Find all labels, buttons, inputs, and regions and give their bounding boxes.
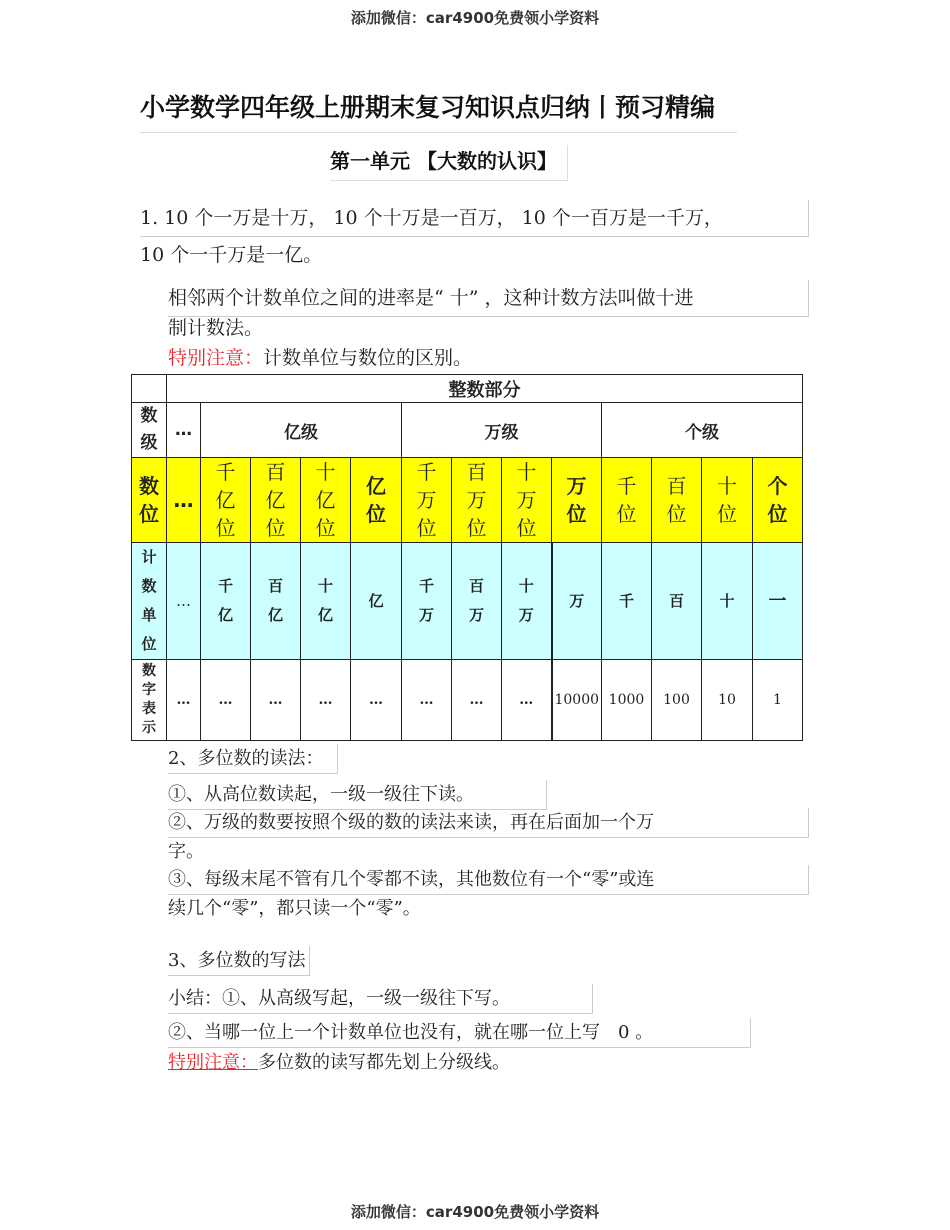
unit-cell: 一 — [753, 543, 803, 660]
digit-row — [132, 660, 803, 741]
digit-cell: … — [452, 660, 502, 741]
section2-item3a: ③、每级末尾不管有几个零都不读，其他数位有一个“零”或连 — [168, 865, 809, 895]
digit-cell: … — [301, 660, 351, 741]
stacked-char: 万 — [518, 606, 534, 624]
stacked-char: 亿 — [265, 488, 286, 512]
section1-note — [168, 340, 472, 376]
stacked-char: 级 — [140, 433, 158, 453]
stacked-char: 万 — [418, 606, 434, 624]
stacked-char: 十 — [516, 460, 537, 484]
stacked-char: 千 — [416, 460, 437, 484]
digit-cell: … — [402, 660, 452, 741]
unit-cell — [452, 543, 502, 660]
unit-row — [132, 543, 803, 660]
stacked-char: 十 — [317, 577, 333, 595]
row-label-unit — [132, 543, 167, 660]
page-title: 小学数学四年级上册期末复习知识点归纳丨预习精编 — [140, 88, 737, 133]
stacked-char: 十 — [717, 474, 737, 498]
ellipsis-cell: … — [167, 543, 201, 660]
row-label-level — [132, 403, 167, 458]
section1-line4: 制计数法。 — [168, 317, 264, 339]
table-header-row — [132, 375, 803, 403]
level-wan: 万级 — [402, 403, 602, 458]
stacked-char: 十 — [518, 577, 534, 595]
place-cell — [402, 458, 452, 543]
place-cell — [502, 458, 552, 543]
section3-heading: 3、多位数的写法 — [168, 946, 310, 976]
watermark-top: 添加微信：car4900免费领小学资料 — [350, 9, 600, 27]
unit-cell: 十 — [702, 543, 753, 660]
stacked-char: 百 — [666, 474, 687, 498]
stacked-char: 个 — [767, 474, 788, 498]
row-label-place — [132, 458, 167, 543]
section2-item3b: 续几个“零”，都只读一个“零”。 — [168, 898, 421, 919]
stacked-char: 亿 — [317, 606, 333, 624]
stacked-char: 数 — [142, 663, 156, 679]
stacked-char: 亿 — [315, 488, 336, 512]
place-cell — [452, 458, 502, 543]
digit-cell: … — [502, 660, 552, 741]
stacked-char: 表 — [142, 701, 156, 717]
unit-cell: 亿 — [351, 543, 402, 660]
place-cell — [552, 458, 602, 543]
unit-cell — [402, 543, 452, 660]
note-text: 计数单位与数位的区别。 — [263, 347, 473, 369]
ellipsis-cell: … — [167, 660, 201, 741]
digit-cell: 1 — [753, 660, 803, 741]
section3-item2: ②、当哪一位上一个计数单位也没有，就在哪一位上写 0 。 — [168, 1018, 751, 1048]
watermark-bottom: 添加微信：car4900免费领小学资料 — [350, 1203, 600, 1221]
unit-cell: 百 — [652, 543, 702, 660]
stacked-char: 计 — [141, 548, 157, 566]
level-ge: 个级 — [602, 403, 803, 458]
ellipsis-cell: … — [167, 458, 201, 543]
stacked-char: 百 — [466, 460, 487, 484]
place-cell — [351, 458, 402, 543]
stacked-char: 位 — [666, 502, 687, 526]
place-cell — [201, 458, 251, 543]
stacked-char: 位 — [717, 502, 737, 526]
section3-item1: 小结：①、从高级写起，一级一级往下写。 — [168, 984, 593, 1014]
stacked-char: 亿 — [267, 606, 283, 624]
stacked-char: 数 — [141, 577, 157, 595]
note-text: 多位数的读写都先划上分级线。 — [258, 1052, 510, 1073]
note-label: 特别注意： — [168, 1052, 258, 1073]
section2-heading: 2、多位数的读法： — [168, 744, 338, 774]
unit-cell — [502, 543, 552, 660]
section1-line3: 相邻两个计数单位之间的进率是“ 十” ，这种计数方法叫做十进 — [168, 280, 809, 317]
stacked-char: 万 — [468, 606, 484, 624]
place-row — [132, 458, 803, 543]
section1-line2: 10 个一千万是一亿。 — [140, 244, 323, 266]
stacked-char: 百 — [468, 577, 484, 595]
digit-cell: 100 — [652, 660, 702, 741]
stacked-char: 万 — [416, 488, 437, 512]
section2-item2a: ②、万级的数要按照个级的数的读法来读，再在后面加一个万 — [168, 808, 809, 838]
stacked-char: 位 — [616, 502, 637, 526]
digit-cell: 10 — [702, 660, 753, 741]
digit-cell: … — [351, 660, 402, 741]
stacked-char: 亿 — [366, 474, 386, 498]
section2-item1: ①、从高位数读起，一级一级往下读。 — [168, 780, 547, 810]
stacked-char: 亿 — [217, 606, 233, 624]
place-cell — [753, 458, 803, 543]
place-value-table — [131, 374, 803, 741]
stacked-char: 百 — [265, 460, 286, 484]
stacked-char: 千 — [217, 577, 233, 595]
stacked-char: 位 — [366, 502, 386, 526]
unit-cell: 千 — [602, 543, 652, 660]
stacked-char: 十 — [315, 460, 336, 484]
stacked-char: 位 — [516, 516, 537, 540]
stacked-char: 千 — [616, 474, 637, 498]
stacked-char: 万 — [566, 474, 587, 498]
stacked-char: 位 — [315, 516, 336, 540]
section1-line1: 1. 10 个一万是十万， 10 个十万是一百万， 10 个一百万是一千万， — [140, 200, 809, 237]
stacked-char: 数 — [140, 406, 158, 426]
stacked-char: 位 — [215, 516, 236, 540]
ellipsis-cell: … — [167, 403, 201, 458]
stacked-char: 位 — [566, 502, 587, 526]
row-label-digit — [132, 660, 167, 741]
table-header: 整数部分 — [167, 375, 803, 403]
stacked-char: 百 — [267, 577, 283, 595]
stacked-char: 位 — [139, 502, 159, 526]
note-label: 特别注意： — [168, 347, 264, 369]
digit-cell: 10000 — [552, 660, 602, 741]
stacked-char: 万 — [466, 488, 487, 512]
stacked-char: 单 — [141, 606, 157, 624]
stacked-char: 亿 — [215, 488, 236, 512]
stacked-char: 位 — [466, 516, 487, 540]
stacked-char: 位 — [141, 635, 157, 653]
unit-cell — [201, 543, 251, 660]
stacked-char: 位 — [767, 502, 788, 526]
place-cell — [301, 458, 351, 543]
unit-cell — [301, 543, 351, 660]
digit-cell: … — [201, 660, 251, 741]
stacked-char: 位 — [265, 516, 286, 540]
stacked-char: 示 — [142, 720, 156, 736]
stacked-char: 千 — [418, 577, 434, 595]
stacked-char: 位 — [416, 516, 437, 540]
stacked-char: 万 — [516, 488, 537, 512]
place-cell — [702, 458, 753, 543]
place-cell — [251, 458, 301, 543]
stacked-char: 字 — [142, 682, 156, 698]
unit-subtitle: 第一单元 【大数的认识】 — [330, 145, 568, 181]
stacked-char: 千 — [215, 460, 236, 484]
place-cell — [652, 458, 702, 543]
section3-note — [168, 1048, 510, 1077]
digit-cell: 1000 — [602, 660, 652, 741]
unit-cell — [251, 543, 301, 660]
level-yi: 亿级 — [201, 403, 402, 458]
level-row — [132, 403, 803, 458]
section2-item2b: 字。 — [168, 841, 204, 862]
place-cell — [602, 458, 652, 543]
unit-cell: 万 — [552, 543, 602, 660]
stacked-char: 数 — [139, 474, 159, 498]
digit-cell: … — [251, 660, 301, 741]
